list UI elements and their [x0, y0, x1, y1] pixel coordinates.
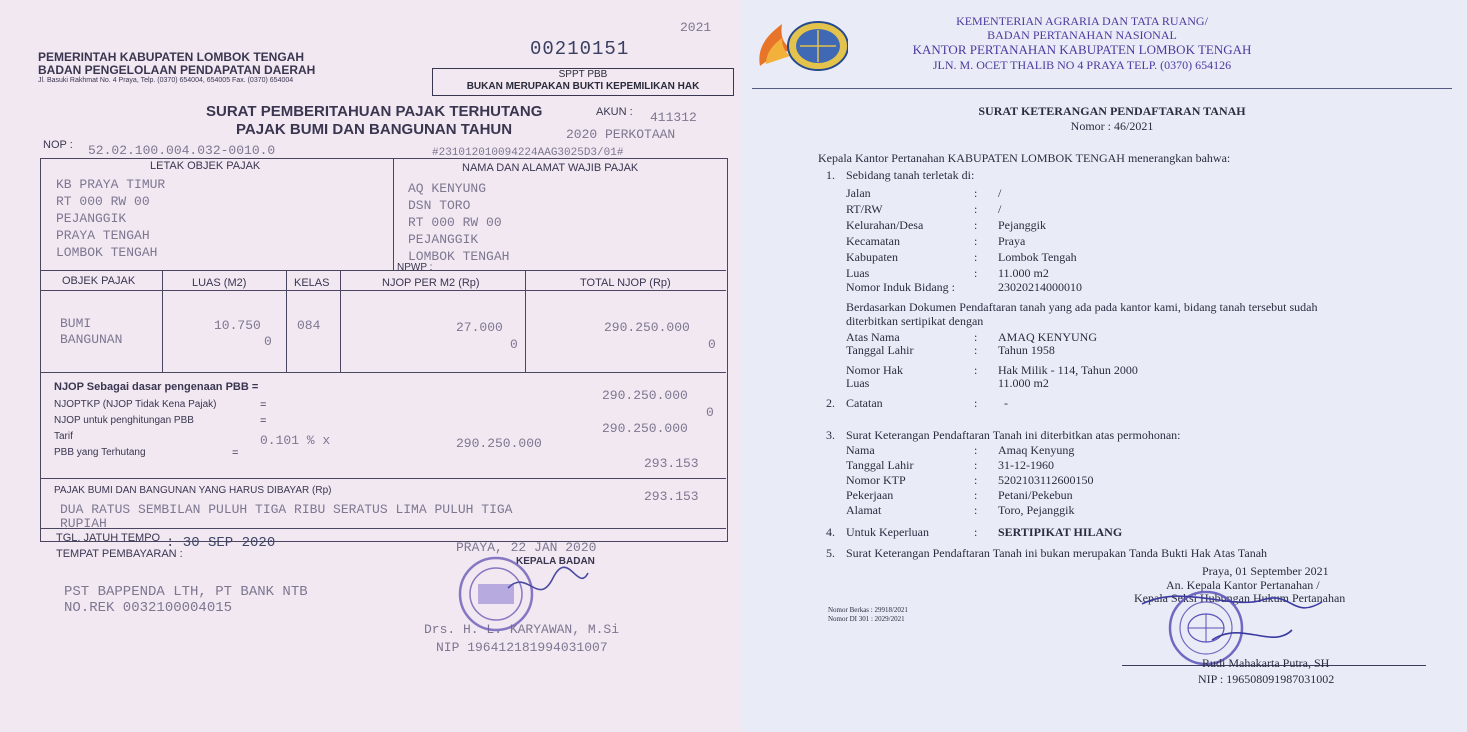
- doc-title: SURAT KETERANGAN PENDAFTARAN TANAH: [978, 104, 1246, 118]
- applicant-values: [998, 443, 1094, 518]
- s4-label: Untuk Keperluan: [846, 525, 929, 539]
- npwp-label: NPWP :: [397, 262, 433, 273]
- s2-num: 2.: [826, 396, 835, 410]
- col-total: TOTAL NJOP (Rp): [580, 277, 671, 289]
- colon: :: [974, 363, 978, 377]
- sppt-box: [432, 68, 734, 96]
- sign-role: Kepala Seksi Hubungan Hukum Pertanahan: [1134, 591, 1346, 605]
- calc-tarif-label: Tarif: [54, 431, 73, 442]
- applicant-value: Petani/Pekebun: [998, 488, 1073, 502]
- cert-value: AMAQ KENYUNG: [998, 330, 1097, 344]
- header-line4: JLN. M. OCET THALIB NO 4 PRAYA TELP. (0370) 654126: [932, 58, 1232, 72]
- calc-njoptkp-label: NJOPTKP (NJOP Tidak Kena Pajak): [54, 399, 217, 410]
- colon: :: [974, 218, 978, 232]
- row-njop-m2: 0: [510, 337, 518, 352]
- serial-number: 00210151: [530, 38, 630, 60]
- corner-number: 2021: [680, 20, 712, 35]
- cert-keys: [846, 331, 913, 357]
- colon: :: [974, 488, 978, 502]
- letak-line: PRAYA TENGAH: [56, 228, 150, 243]
- calc-pbb-label: PBB yang Terhutang: [54, 447, 146, 458]
- letak-line: LOMBOK TENGAH: [56, 245, 158, 260]
- letak-header: LETAK OBJEK PAJAK: [150, 160, 261, 172]
- applicant-value: Amaq Kenyung: [998, 443, 1075, 457]
- letak-line: KB PRAYA TIMUR: [56, 177, 166, 192]
- applicant-key: Tanggal Lahir: [846, 458, 914, 472]
- kepala-label: KEPALA BADAN: [516, 556, 595, 567]
- calc-title-value: 290.250.000: [602, 388, 688, 403]
- row-luas: 0: [264, 334, 272, 349]
- loc-keys: [846, 185, 923, 281]
- hak-key: Nomor Hak: [846, 363, 903, 377]
- loc-key: Kelurahan/Desa: [846, 218, 924, 232]
- sign-place-date: Praya, 01 September 2021: [1202, 564, 1329, 578]
- row-total: 290.250.000: [604, 320, 690, 335]
- wajib-line: DSN TORO: [408, 198, 471, 213]
- cert-values: [998, 331, 1097, 357]
- colon: :: [974, 503, 978, 517]
- signer-nip: NIP 196412181994031007: [436, 640, 608, 655]
- nop-label: NOP :: [43, 139, 73, 151]
- eq-sign: =: [232, 447, 239, 459]
- header-line1: KEMENTERIAN AGRARIA DAN TATA RUANG/: [956, 14, 1208, 28]
- due-label: TGL. JATUH TEMPO: [56, 532, 161, 544]
- hak-colons: [974, 364, 977, 377]
- s5-num: 5.: [826, 546, 835, 560]
- sign-an: An. Kepala Kantor Pertanahan /: [1166, 578, 1320, 592]
- wajib-line: LOMBOK TENGAH: [408, 249, 510, 264]
- letak-line: PEJANGGIK: [56, 211, 127, 226]
- loc-value: Praya: [998, 234, 1026, 248]
- applicant-value: 31-12-1960: [998, 458, 1054, 472]
- colon: :: [974, 525, 978, 539]
- applicant-key: Nomor KTP: [846, 473, 906, 487]
- doc-number: Nomor : 46/2021: [1070, 119, 1154, 133]
- gov-address: Jl. Basuki Rakhmat No. 4 Praya, Telp. (0370) 654004, 654005 Fax. (0370) 654004: [38, 77, 294, 84]
- berkas-label: Nomor Berkas : 29918/2021: [828, 606, 908, 614]
- calc-pbb-value: 293.153: [644, 456, 699, 471]
- gov-line1: PEMERINTAH KABUPATEN LOMBOK TENGAH: [38, 50, 304, 64]
- pay-value: 293.153: [644, 489, 699, 504]
- akun-label: AKUN :: [596, 106, 633, 118]
- col-kelas: KELAS: [294, 277, 330, 289]
- year-type: 2020 PERKOTAAN: [566, 127, 676, 142]
- colon: :: [974, 266, 978, 280]
- cert-value: Tahun 1958: [998, 343, 1055, 357]
- loc-key: RT/RW: [846, 202, 883, 216]
- row-njop-m2: 27.000: [456, 320, 503, 335]
- wajib-line: PEJANGGIK: [408, 232, 479, 247]
- pay-words-2: RUPIAH: [60, 516, 107, 531]
- cert-key: Tanggal Lahir: [846, 343, 914, 357]
- para1-line2: diterbitkan sertipikat dengan: [846, 314, 984, 328]
- colon: :: [974, 234, 978, 248]
- calc-njoptkp-value: 0: [706, 405, 714, 420]
- hak-value: Hak Milik - 114, Tahun 2000: [998, 363, 1138, 377]
- colon: :: [974, 396, 978, 410]
- calc-tarif-base: 290.250.000: [456, 436, 542, 451]
- applicant-colons: [974, 443, 977, 518]
- row-kelas: 084: [297, 318, 321, 333]
- signer-nip: NIP : 196508091987031002: [1198, 672, 1335, 686]
- row-luas: 10.750: [214, 318, 261, 333]
- s4-num: 4.: [826, 525, 835, 539]
- s3-title: Surat Keterangan Pendaftaran Tanah ini diterbitkan atas permohonan:: [846, 428, 1181, 442]
- s5-text: Surat Keterangan Pendaftaran Tanah ini bukan merupakan Tanda Bukti Hak Atas Tanah: [846, 546, 1268, 560]
- loc-value: Pejanggik: [998, 218, 1046, 232]
- loc-key: Kecamatan: [846, 234, 900, 248]
- city-date: PRAYA, 22 JAN 2020: [456, 540, 597, 555]
- colon: :: [974, 250, 978, 264]
- s4-value: SERTIPIKAT HILANG: [998, 525, 1123, 539]
- calc-title: NJOP Sebagai dasar pengenaan PBB =: [54, 381, 259, 393]
- barcode-text: #231012010094224AAG3025D3/01#: [432, 147, 624, 159]
- loc-value: /: [998, 202, 1002, 216]
- hak-values: [998, 364, 1138, 390]
- loc-key: Jalan: [846, 186, 871, 200]
- nib-label: Nomor Induk Bidang :: [846, 280, 955, 294]
- signer-name: Rudi Mahakarta Putra, SH: [1202, 656, 1330, 670]
- gov-line2: BADAN PENGELOLAAN PENDAPATAN DAERAH: [38, 63, 316, 77]
- row-objek: BANGUNAN: [60, 332, 123, 347]
- wajib-line: RT 000 RW 00: [408, 215, 502, 230]
- di-label: Nomor DI 301 : 2029/2021: [828, 615, 905, 623]
- nop-value: 52.02.100.004.032-0010.0: [88, 143, 276, 158]
- place-label: TEMPAT PEMBAYARAN :: [56, 548, 183, 560]
- pay-title: PAJAK BUMI DAN BANGUNAN YANG HARUS DIBAYAR (Rp): [54, 485, 332, 496]
- col-njop-m2: NJOP PER M2 (Rp): [382, 277, 480, 289]
- applicant-key: Pekerjaan: [846, 488, 894, 502]
- nib-value: 23020214000010: [998, 280, 1082, 294]
- loc-key: Kabupaten: [846, 250, 898, 264]
- colon: :: [974, 343, 978, 357]
- skpt-document: [742, 0, 1467, 732]
- colon: :: [974, 473, 978, 487]
- s2-value: -: [1004, 396, 1008, 410]
- s2-label: Catatan: [846, 396, 883, 410]
- colon: :: [974, 186, 978, 200]
- loc-value: Lombok Tengah: [998, 250, 1077, 264]
- place-line1: PST BAPPENDA LTH, PT BANK NTB: [64, 584, 308, 600]
- letak-line: RT 000 RW 00: [56, 194, 150, 209]
- calc-njop-label: NJOP untuk penghitungan PBB: [54, 415, 194, 426]
- para1-line1: Berdasarkan Dokumen Pendaftaran tanah yang ada pada kantor kami, bidang tanah tersebut sudah: [846, 300, 1318, 314]
- s1-num: 1.: [826, 168, 835, 182]
- s3-num: 3.: [826, 428, 835, 442]
- loc-value: 11.000 m2: [998, 266, 1049, 280]
- due-value: : 30 SEP 2020: [166, 535, 276, 551]
- doc-title-1: SURAT PEMBERITAHUAN PAJAK TERHUTANG: [206, 103, 543, 120]
- box-title: SPPT PBB: [558, 69, 608, 80]
- letak-lines: [56, 176, 165, 261]
- calc-njop-value: 290.250.000: [602, 421, 688, 436]
- header-divider: [752, 88, 1452, 89]
- applicant-value: 5202103112600150: [998, 473, 1094, 487]
- place-line2: NO.REK 0032100004015: [64, 600, 233, 616]
- wajib-line: AQ KENYUNG: [408, 181, 487, 196]
- colon: :: [974, 458, 978, 472]
- applicant-keys: [846, 443, 913, 518]
- colon: :: [974, 202, 978, 216]
- header-line3: KANTOR PERTANAHAN KABUPATEN LOMBOK TENGAH: [912, 42, 1252, 57]
- hak-keys: [846, 364, 903, 390]
- colon: :: [974, 443, 978, 457]
- pay-words-1: DUA RATUS SEMBILAN PULUH TIGA RIBU SERATUS LIMA PULUH TIGA: [60, 502, 513, 517]
- s1-title: Sebidang tanah terletak di:: [846, 168, 975, 182]
- cert-key: Atas Nama: [846, 330, 900, 344]
- doc-title-2: PAJAK BUMI DAN BANGUNAN TAHUN: [236, 121, 513, 138]
- applicant-value: Toro, Pejanggik: [998, 503, 1075, 517]
- left-stamp-icon: [448, 548, 608, 648]
- loc-values: [998, 185, 1077, 281]
- header-line2: BADAN PERTANAHAN NASIONAL: [987, 28, 1177, 42]
- applicant-key: Alamat: [846, 503, 882, 517]
- cert-colons: [974, 331, 977, 357]
- box-subtitle: BUKAN MERUPAKAN BUKTI KEPEMILIKAN HAK: [466, 81, 700, 92]
- col-luas: LUAS (M2): [192, 277, 247, 289]
- eq-sign: =: [260, 415, 267, 427]
- intro-text: Kepala Kantor Pertanahan KABUPATEN LOMBOK TENGAH menerangkan bahwa:: [818, 151, 1231, 165]
- wajib-lines: [408, 180, 509, 265]
- calc-tarif-value: 0.101 % x: [260, 433, 331, 448]
- hak-key: Luas: [846, 376, 870, 390]
- row-total: 0: [708, 337, 716, 352]
- hak-value: 11.000 m2: [998, 376, 1049, 390]
- akun-value: 411312: [650, 110, 697, 125]
- loc-key: Luas: [846, 266, 870, 280]
- row-objek: BUMI: [60, 316, 92, 331]
- eq-sign: =: [260, 399, 267, 411]
- nama-header: NAMA DAN ALAMAT WAJIB PAJAK: [462, 162, 639, 174]
- col-objek: OBJEK PAJAK: [62, 275, 136, 287]
- signer-name: Drs. H. L. KARYAWAN, M.Si: [424, 622, 620, 637]
- colon: :: [974, 330, 978, 344]
- loc-value: /: [998, 186, 1002, 200]
- loc-colons: [974, 185, 977, 281]
- applicant-key: Nama: [846, 443, 875, 457]
